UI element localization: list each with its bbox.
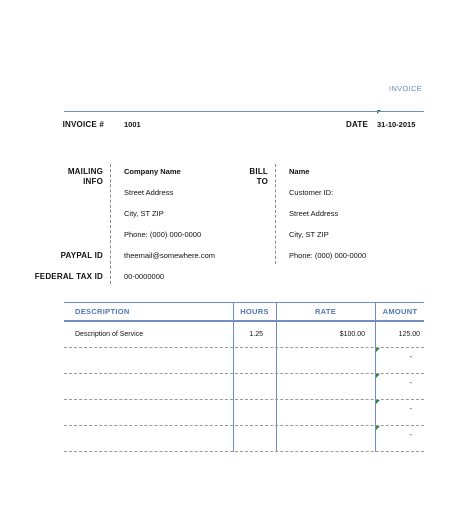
mailing-label-line2: INFO bbox=[83, 177, 103, 186]
column-header-amount: AMOUNT bbox=[382, 307, 418, 316]
table-row-divider bbox=[64, 425, 424, 426]
date-value[interactable]: 31-10-2015 bbox=[377, 120, 416, 129]
company-street[interactable]: Street Address bbox=[124, 188, 174, 197]
column-divider bbox=[276, 302, 277, 452]
date-label: DATE bbox=[346, 120, 368, 129]
federal-tax-label: FEDERAL TAX ID bbox=[34, 272, 103, 281]
bill-label-line2: TO bbox=[256, 177, 268, 186]
bill-label-line1: BILL bbox=[249, 167, 268, 176]
company-name[interactable]: Company Name bbox=[124, 167, 181, 176]
customer-phone[interactable]: Phone: (000) 000-0000 bbox=[289, 251, 367, 260]
mailing-label-line1: MAILING bbox=[67, 167, 103, 176]
table-cell-hours[interactable]: 1.25 bbox=[249, 331, 263, 338]
paypal-value[interactable]: theemail@somewhere.com bbox=[124, 251, 215, 260]
table-top-rule bbox=[64, 302, 424, 303]
mailing-divider bbox=[110, 164, 111, 284]
paypal-label: PAYPAL ID bbox=[60, 251, 103, 260]
table-row-divider bbox=[64, 451, 424, 452]
bill-to-label bbox=[228, 167, 268, 187]
table-cell-amount[interactable]: - bbox=[409, 406, 412, 413]
company-city[interactable]: City, ST ZIP bbox=[124, 209, 164, 218]
mailing-info-label bbox=[40, 167, 103, 187]
column-header-hours: HOURS bbox=[240, 307, 269, 316]
cell-marker-icon bbox=[376, 374, 380, 378]
column-header-description: DESCRIPTION bbox=[75, 307, 130, 316]
table-header-rule bbox=[64, 320, 424, 322]
customer-street[interactable]: Street Address bbox=[289, 209, 339, 218]
customer-id[interactable]: Customer ID: bbox=[289, 188, 334, 197]
table-cell-amount[interactable]: - bbox=[409, 354, 412, 361]
invoice-number-value[interactable]: 1001 bbox=[124, 120, 141, 129]
table-cell-rate[interactable]: $100.00 bbox=[339, 331, 365, 338]
table-cell-description[interactable]: Description of Service bbox=[75, 331, 144, 338]
cell-marker-icon bbox=[376, 426, 380, 430]
customer-name[interactable]: Name bbox=[289, 167, 310, 176]
table-row-divider bbox=[64, 347, 424, 348]
column-divider bbox=[233, 302, 234, 452]
federal-tax-value[interactable]: 00-0000000 bbox=[124, 272, 165, 281]
table-row-divider bbox=[64, 373, 424, 374]
company-phone[interactable]: Phone: (000) 000-0000 bbox=[124, 230, 202, 239]
column-header-rate: RATE bbox=[314, 307, 337, 316]
table-cell-amount[interactable]: - bbox=[409, 432, 412, 439]
table-row-divider bbox=[64, 399, 424, 400]
invoice-title: INVOICE bbox=[389, 84, 422, 93]
table-cell-amount[interactable]: - bbox=[409, 380, 412, 387]
header-rule bbox=[64, 111, 424, 112]
table-cell-amount[interactable]: 125.00 bbox=[398, 331, 420, 338]
invoice-number-label: INVOICE # bbox=[62, 120, 104, 129]
cell-marker-icon bbox=[376, 348, 380, 352]
cell-marker-icon bbox=[376, 400, 380, 404]
bill-to-divider bbox=[275, 164, 276, 264]
customer-city[interactable]: City, ST ZIP bbox=[289, 230, 329, 239]
